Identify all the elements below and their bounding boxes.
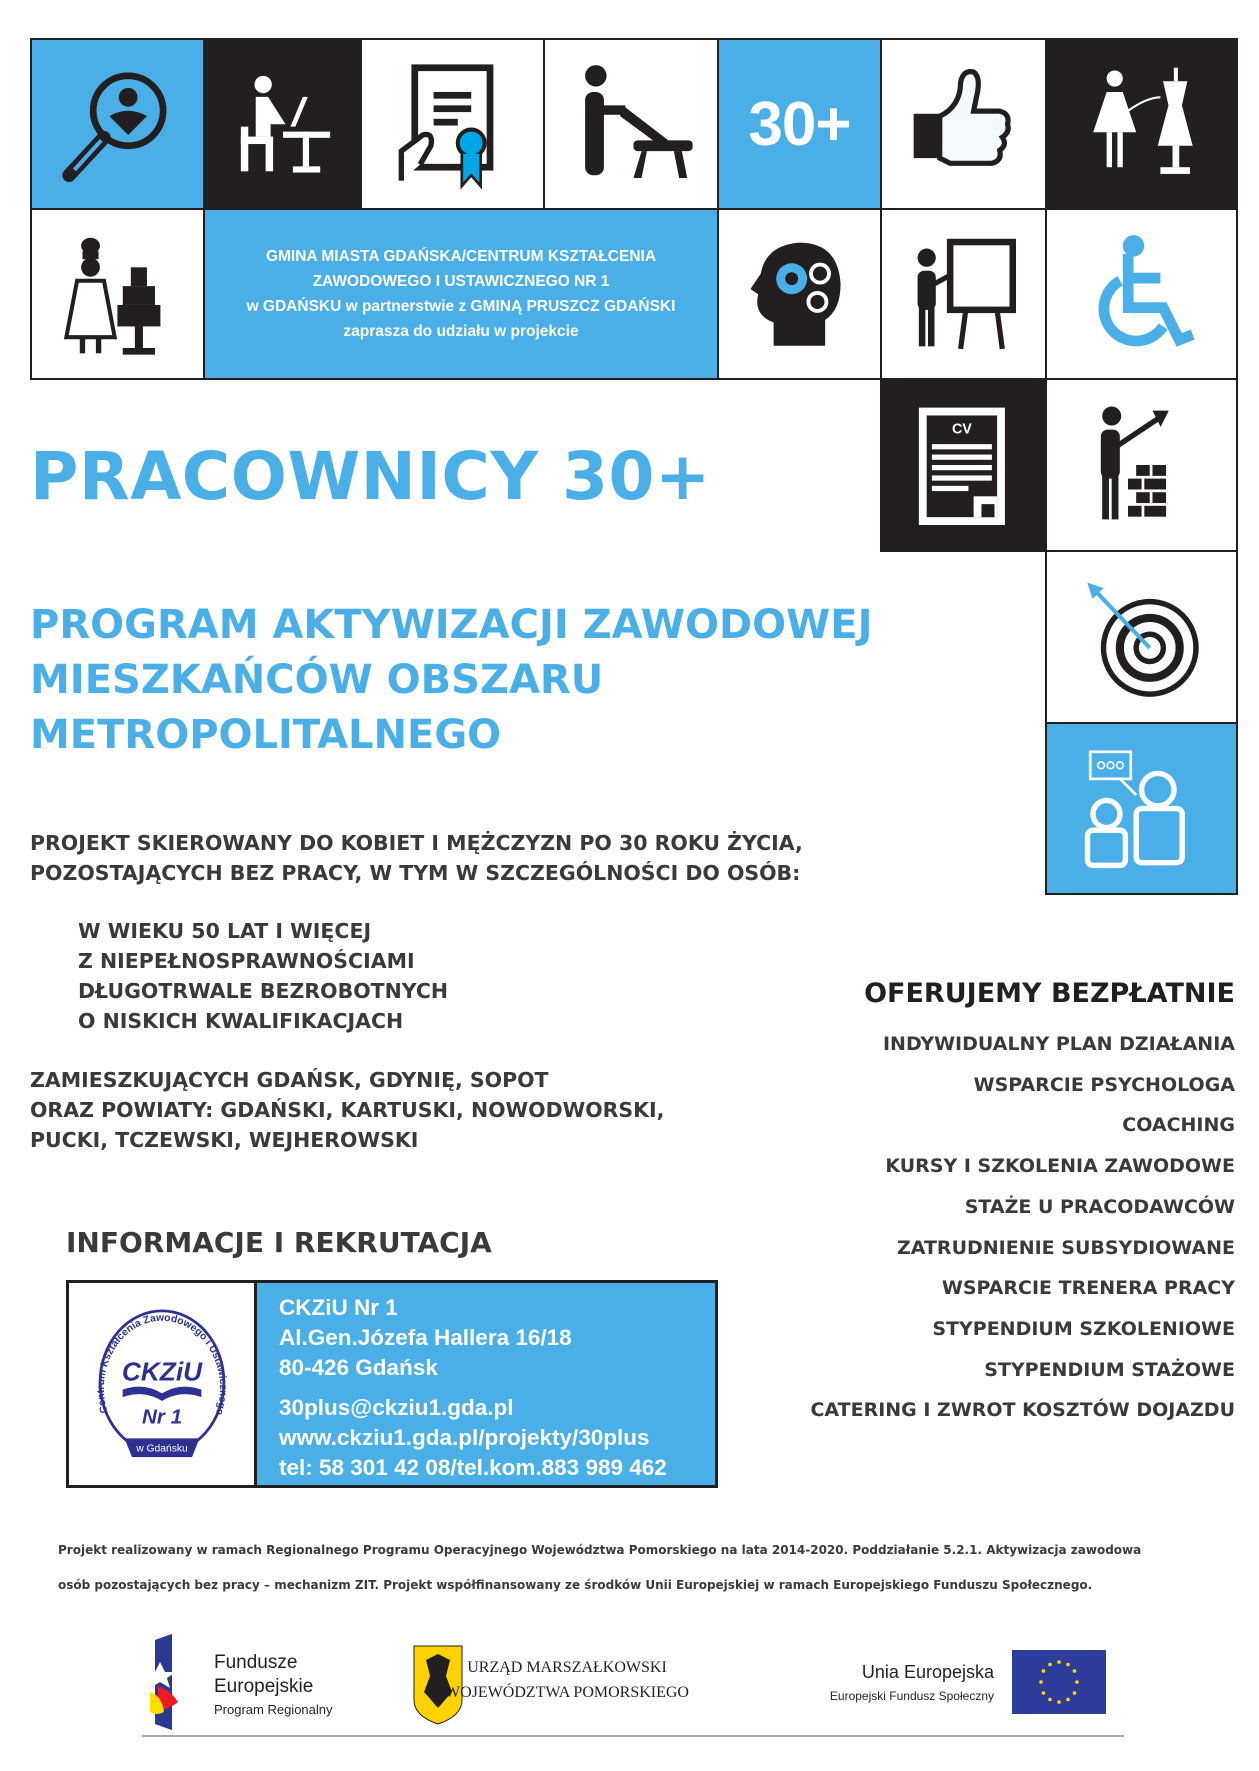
funder-logos: [0, 1620, 1259, 1740]
ue-line1: Unia Europejska: [861, 1662, 994, 1682]
address-line: Al.Gen.Józefa Hallera 16/18: [279, 1325, 572, 1350]
conversation-icon: [1066, 741, 1217, 876]
logo-number: Nr 1: [141, 1405, 182, 1429]
urzad-marszalkowski-logo: [414, 1646, 689, 1724]
thumbs-up-icon: [898, 57, 1028, 191]
person-at-laptop-icon: [221, 57, 345, 191]
residence-line: ZAMIESZKUJĄCYCH GDAŃSK, GDYNIĘ, SOPOT: [30, 1068, 549, 1092]
fe-line2: Europejskie: [214, 1676, 314, 1697]
carpenter-sawing-icon: [562, 57, 700, 191]
contact-details: [257, 1283, 715, 1485]
intro-line: ZAWODOWEGO I USTAWICZNEGO NR 1: [312, 273, 610, 290]
age-30-plus-label: 30+: [748, 89, 851, 159]
head-gears-icon: [735, 227, 864, 361]
tile-search-person: [30, 38, 205, 210]
tile-chef: [30, 208, 205, 380]
target-groups-list: [78, 916, 448, 1036]
um-line1: URZĄD MARSZAŁKOWSKI: [467, 1659, 667, 1676]
offer-item: COACHING: [1122, 1114, 1235, 1137]
target-group-item: W WIEKU 50 LAT I WIĘCEJ: [78, 919, 372, 943]
tile-career-growth: [1045, 378, 1238, 552]
target-audience-intro: [30, 828, 803, 888]
offer-heading: OFERUJEMY BEZPŁATNIE: [864, 978, 1235, 1009]
phone-number: tel: 58 301 42 08/tel.kom.883 989 462: [279, 1455, 667, 1480]
wheelchair-icon: [1066, 227, 1217, 361]
fe-line3: Program Regionalny: [214, 1702, 333, 1717]
bricklayer-growth-icon: [1066, 397, 1217, 533]
residence-areas: [30, 1065, 664, 1155]
offer-item: KURSY I SZKOLENIA ZAWODOWE: [885, 1155, 1235, 1178]
target-group-item: O NISKICH KWALIFIKACJACH: [78, 1009, 404, 1033]
offer-item: STYPENDIUM SZKOLENIOWE: [932, 1317, 1235, 1340]
page-title: PRACOWNICY 30+: [30, 438, 711, 515]
offer-item: INDYWIDUALNY PLAN DZIAŁANIA: [882, 1033, 1235, 1055]
tile-presenter: [880, 208, 1047, 380]
intro-line: GMINA MIASTA GDAŃSKA/CENTRUM KSZTAŁCENIA: [265, 248, 657, 265]
cv-document-icon: [898, 397, 1028, 533]
target-group-item: DŁUGOTRWALE BEZROBOTNYCH: [78, 979, 449, 1003]
address-line: 80-426 Gdańsk: [279, 1355, 438, 1380]
tile-30-plus: [717, 38, 882, 210]
offer-list: [810, 1024, 1235, 1431]
intro-line: w GDAŃSKU w partnerstwie z GMINĄ PRUSZCZ GDAŃSKI: [246, 298, 676, 315]
footer-divider: [142, 1735, 1124, 1737]
subtitle-line: PROGRAM AKTYWIZACJI ZAWODOWEJ: [30, 602, 873, 648]
tailor-mannequin-icon: [1066, 57, 1217, 191]
funding-disclaimer: [58, 1533, 1208, 1603]
tile-conversation: [1045, 722, 1238, 895]
ue-line2: Europejski Fundusz Społeczny: [829, 1689, 994, 1703]
eu-flag-icon: [1012, 1650, 1106, 1714]
tile-cv: [880, 378, 1047, 552]
address-line: CKZiU Nr 1: [279, 1295, 398, 1320]
offer-item: WSPARCIE TRENERA PRACY: [941, 1277, 1235, 1300]
intro-text-line: PROJEKT SKIEROWANY DO KOBIET I MĘŻCZYZN PO 30 ROKU ŻYCIA,: [30, 831, 803, 855]
logo-city: w Gdańsku: [135, 1443, 188, 1455]
offer-item: WSPARCIE PSYCHOLOGA: [973, 1073, 1235, 1096]
um-line2: WOJEWÓDZTWA POMORSKIEGO: [445, 1684, 689, 1701]
fundusze-europejskie-logo: [144, 1634, 333, 1730]
logo-arc-text: Centrum Kształcenia Zawodowego i Ustawicznego: [95, 1312, 228, 1417]
website-link[interactable]: www.ckziu1.gda.pl/projekty/30plus: [279, 1425, 650, 1450]
tile-thumbs-up: [880, 38, 1047, 210]
disclaimer-line: osób pozostających bez pracy – mechanizm ZIT. Projekt współfinansowany ze środków Unii Europejskiej w ramach Europejskiego Funduszu Społecznego.: [58, 1578, 1093, 1592]
tile-certificate: [360, 38, 545, 210]
tile-target: [1045, 550, 1238, 724]
ckziu-logo: [69, 1283, 257, 1485]
subtitle-line: MIESZKAŃCÓW OBSZARU: [30, 657, 604, 703]
program-subtitle: [30, 598, 872, 763]
offer-item: STAŻE U PRACODAWCÓW: [964, 1195, 1235, 1218]
ckziu-emblem-icon: [87, 1299, 237, 1469]
intro-text-line: POZOSTAJĄCYCH BEZ PRACY, W TYM W SZCZEGÓLNOŚCI DO OSÓB:: [30, 861, 801, 885]
certificate-icon: [380, 57, 525, 191]
subtitle-line: METROPOLITALNEGO: [30, 712, 502, 758]
tile-thinking-head: [717, 208, 882, 380]
cv-label: CV: [952, 421, 973, 438]
logo-name: CKZiU: [121, 1356, 202, 1387]
offer-item: CATERING I ZWROT KOSZTÓW DOJAZDU: [810, 1399, 1235, 1422]
magnifier-person-icon: [49, 57, 186, 191]
residence-line: ORAZ POWIATY: GDAŃSKI, KARTUSKI, NOWODWORSKI,: [30, 1098, 665, 1122]
unia-europejska-logo: [830, 1650, 1106, 1714]
fe-line1: Fundusze: [214, 1652, 298, 1673]
disclaimer-line: Projekt realizowany w ramach Regionalnego Programu Operacyjnego Województwa Pomorskiego na lata 2014-2020. Poddziałanie 5.2.1. Aktywizacja zawodowa: [58, 1543, 1142, 1557]
tile-tailor: [1045, 38, 1238, 210]
tile-disability: [1045, 208, 1238, 380]
target-group-item: Z NIEPEŁNOSPRAWNOŚCIAMI: [78, 949, 415, 973]
target-arrow-icon: [1066, 569, 1217, 705]
offer-item: ZATRUDNIENIE SUBSYDIOWANE: [896, 1236, 1235, 1259]
offer-item: STYPENDIUM STAŻOWE: [984, 1358, 1235, 1381]
organizer-intro-text: [241, 244, 682, 344]
email-link[interactable]: 30plus@ckziu1.gda.pl: [279, 1395, 514, 1420]
intro-line: zaprasza do udziału w projekcie: [343, 323, 579, 340]
tile-organizer-intro: [203, 208, 719, 380]
presenter-board-icon: [898, 227, 1028, 361]
info-heading: INFORMACJE I REKRUTACJA: [66, 1226, 492, 1259]
tile-laptop-worker: [203, 38, 362, 210]
tile-carpenter: [543, 38, 719, 210]
chef-cake-icon: [49, 227, 186, 361]
contact-box: [66, 1280, 718, 1488]
residence-line: PUCKI, TCZEWSKI, WEJHEROWSKI: [30, 1128, 419, 1152]
